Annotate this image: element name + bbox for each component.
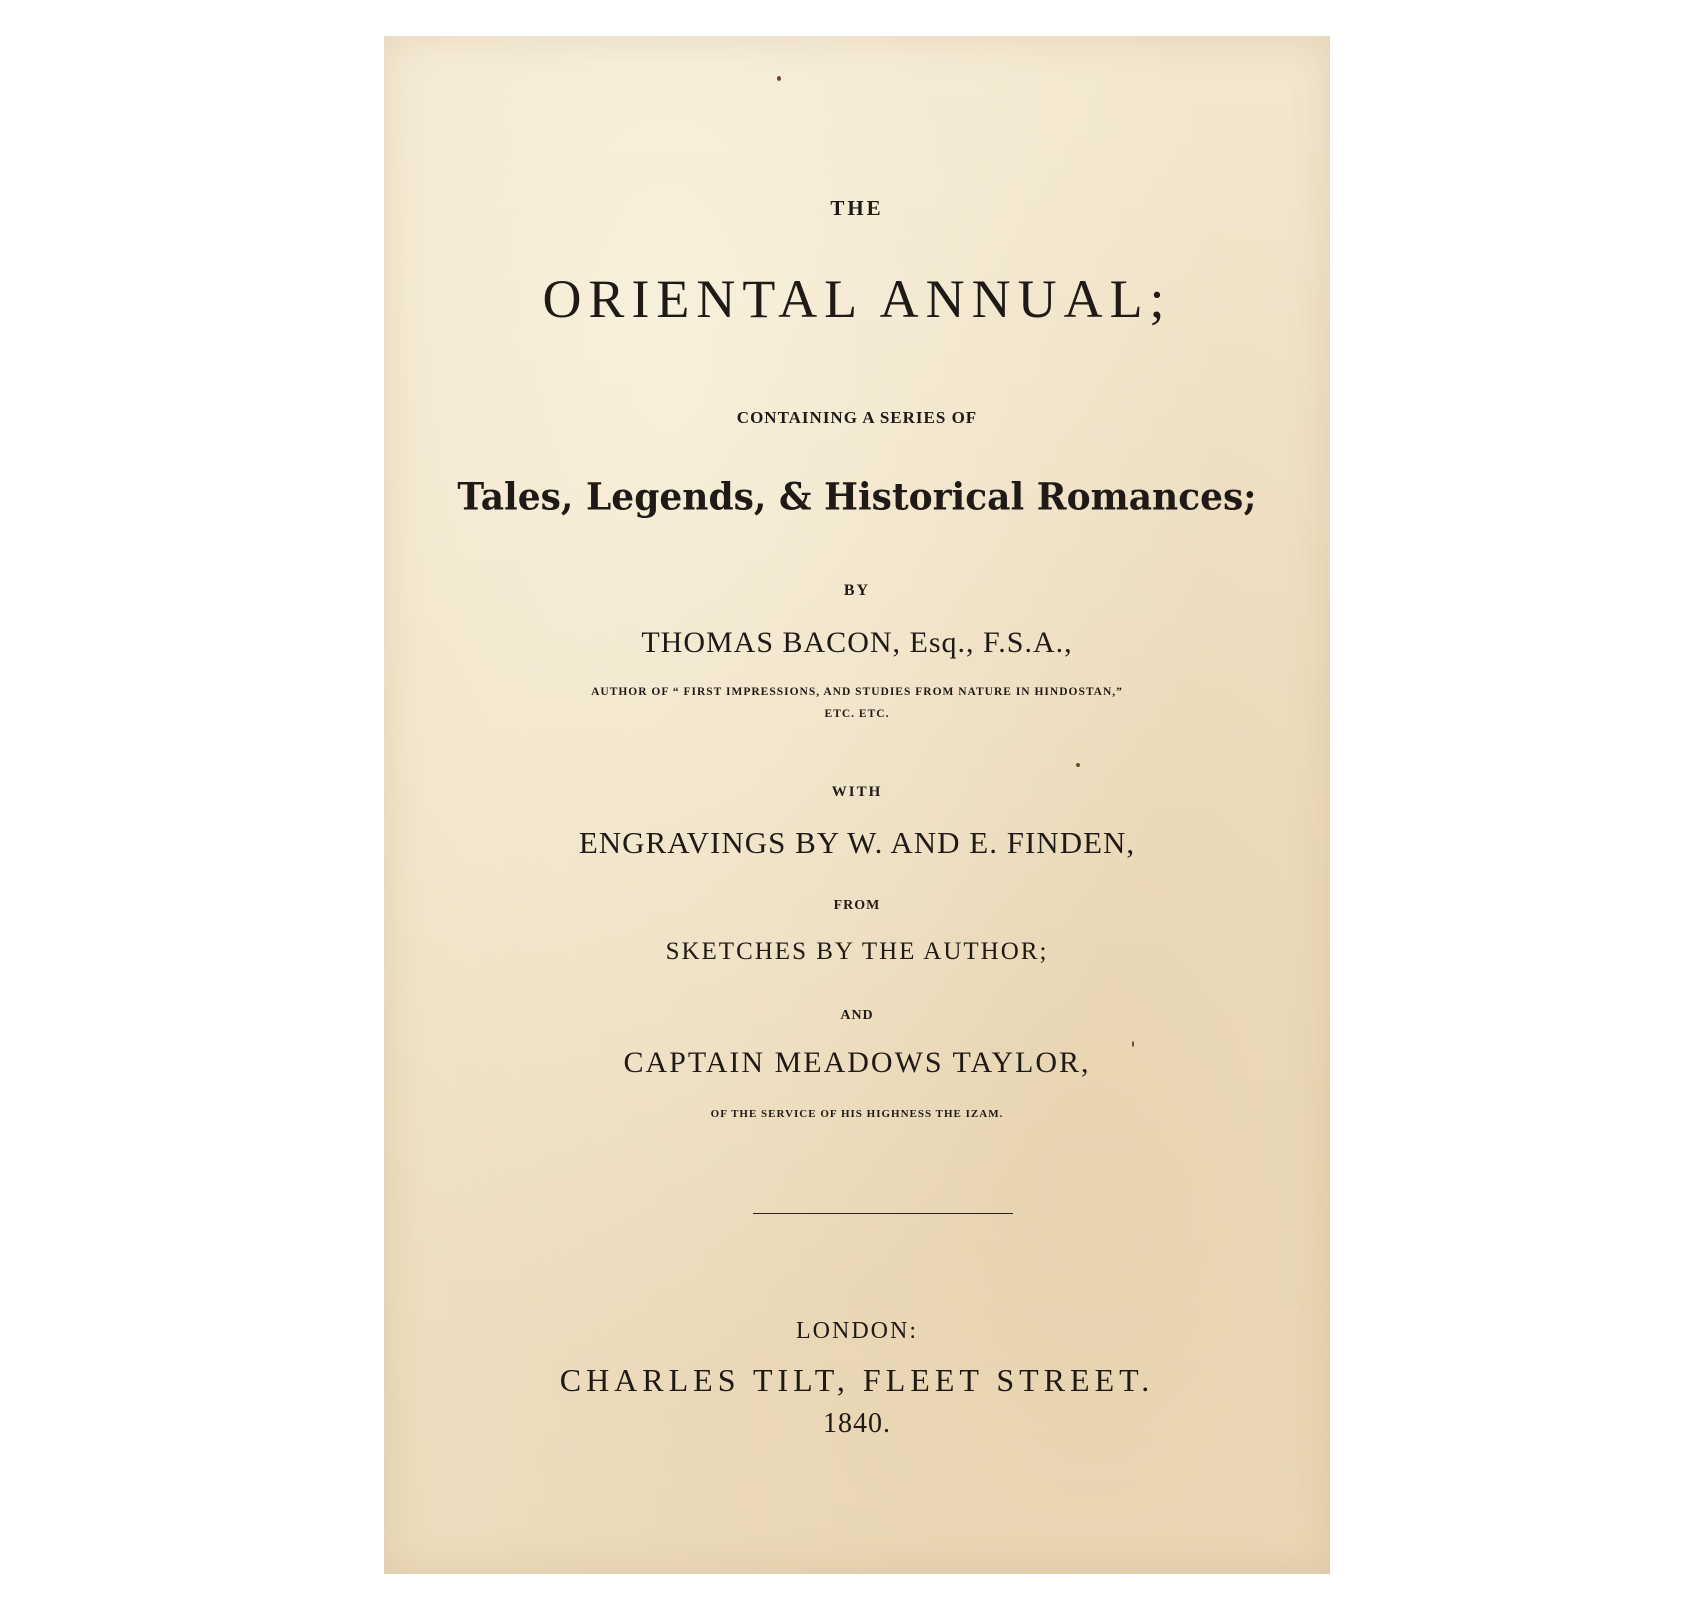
containing-line: CONTAINING A SERIES OF <box>736 408 978 427</box>
title-page <box>384 36 1330 1574</box>
engravings-line: ENGRAVINGS BY W. AND E. FINDEN, <box>578 825 1136 860</box>
service-line: OF THE SERVICE OF HIS HIGHNESS THE IZAM. <box>710 1108 1004 1120</box>
and-line: AND <box>840 1008 874 1023</box>
paper-speck <box>777 76 781 81</box>
imprint-year: 1840. <box>823 1408 891 1439</box>
paper-speck <box>1076 763 1080 767</box>
by-line: BY <box>843 582 871 599</box>
imprint-publisher: CHARLES TILT, FLEET STREET. <box>559 1362 1155 1398</box>
from-line: FROM <box>833 898 881 913</box>
with-line: WITH <box>831 784 883 800</box>
captain-line: CAPTAIN MEADOWS TAYLOR, <box>623 1046 1091 1079</box>
sketches-line: SKETCHES BY THE AUTHOR; <box>665 938 1049 965</box>
author-name: THOMAS BACON, Esq., F.S.A., <box>641 626 1073 659</box>
divider-rule <box>753 1213 1013 1214</box>
author-note-line-2: ETC. ETC. <box>824 708 890 720</box>
heading-the: THE <box>830 196 884 220</box>
imprint-city: LONDON: <box>796 1318 918 1344</box>
main-title: ORIENTAL ANNUAL; <box>542 269 1172 329</box>
author-note-line-1: AUTHOR OF “ FIRST IMPRESSIONS, AND STUDIES FROM NATURE IN HINDOSTAN,” <box>591 686 1123 698</box>
subtitle-blackletter: Tales, Legends, & Historical Romances; <box>457 474 1257 520</box>
